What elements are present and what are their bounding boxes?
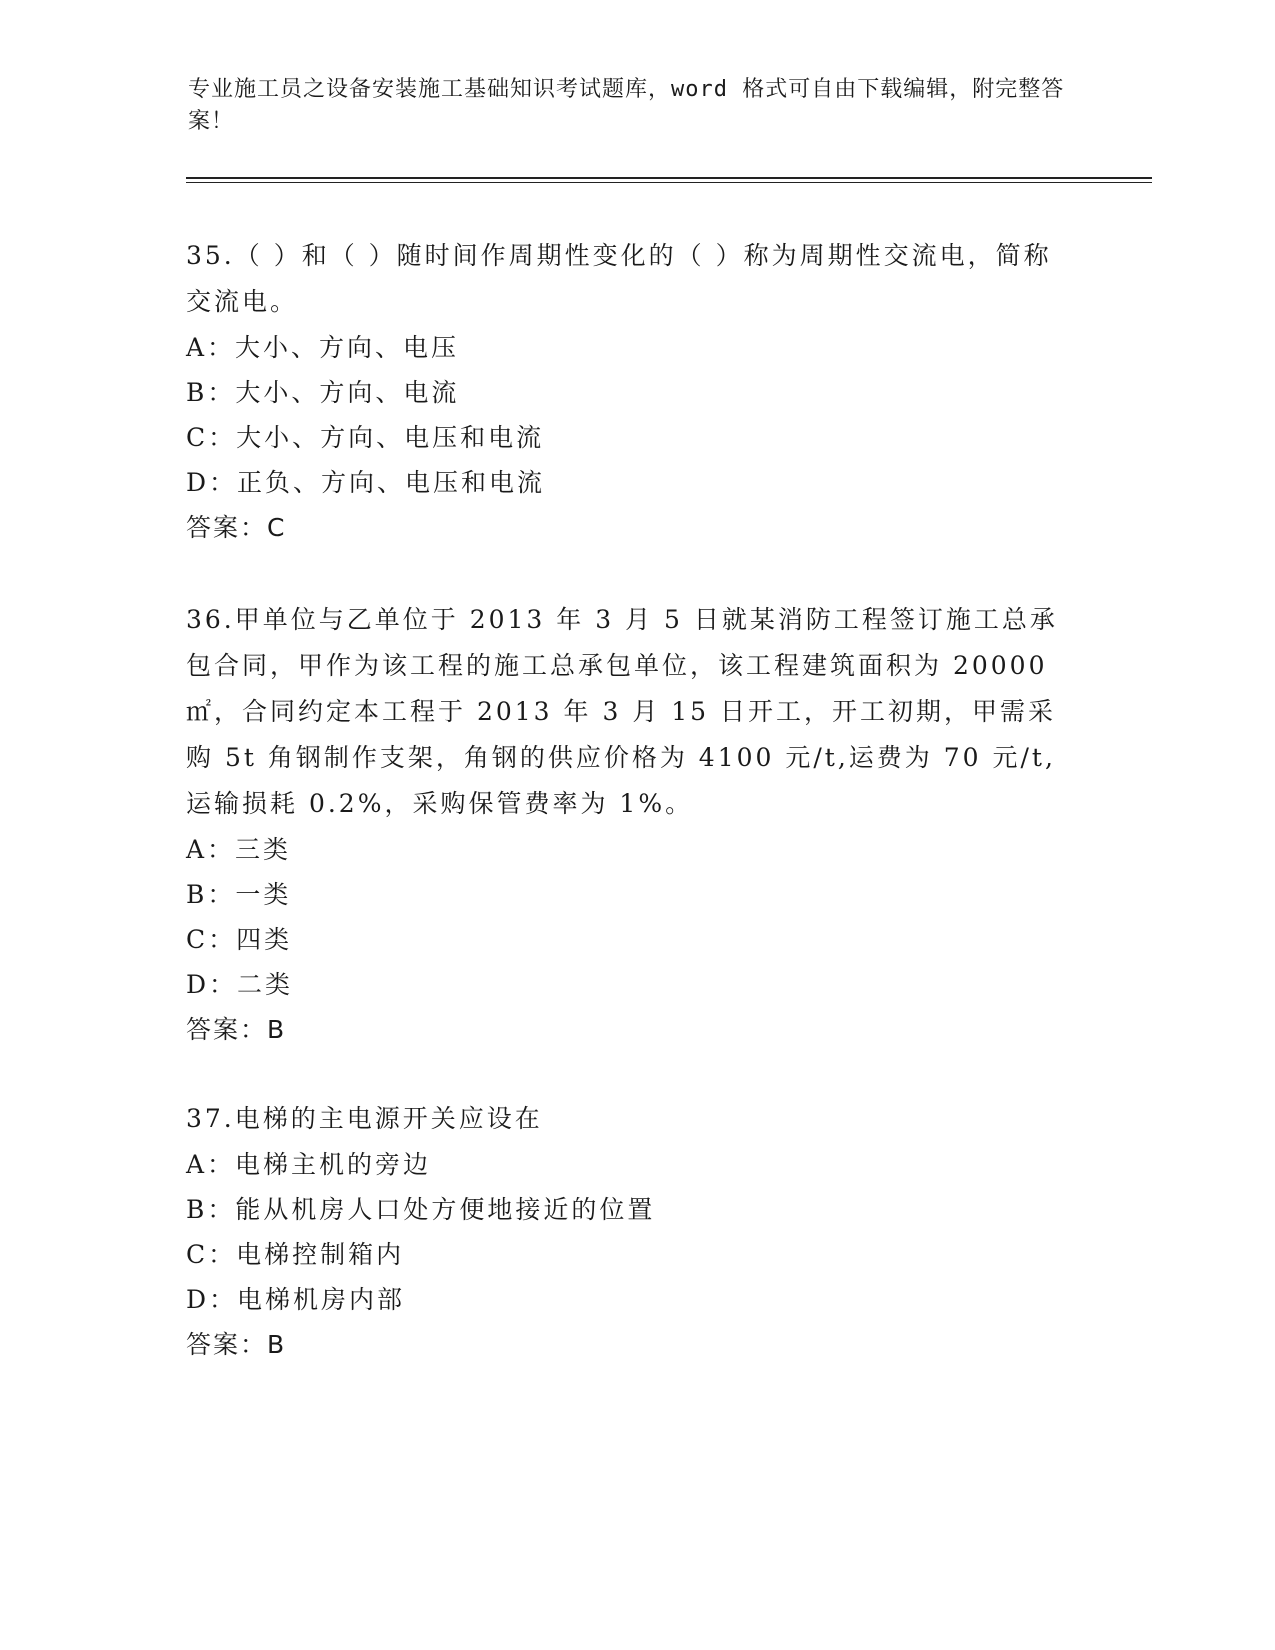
header-divider-thin	[186, 182, 1152, 183]
option-b: B：能从机房人口处方便地接近的位置	[186, 1195, 656, 1224]
question-stem: 36.甲单位与乙单位于 2013 年 3 月 5 日就某消防工程签订施工总承包合同，甲作为该工程的施工总承包单位，该工程建筑面积为 20000㎡，合同约定本工程于 2013 年 3 月 15 日开工，开工初期，甲需采购 5t 角钢制作支架，角钢的供应价格为 4100 元/t,运费为 70 元/t,运输损耗 0.2%，采购保管费率为 1%。	[186, 605, 1058, 818]
option-c: C：大小、方向、电压和电流	[186, 423, 545, 452]
option-b: B：大小、方向、电流	[186, 378, 460, 407]
document-header: 专业施工员之设备安装施工基础知识考试题库，word 格式可自由下载编辑，附完整答案！	[188, 77, 1065, 134]
option-a: A：电梯主机的旁边	[186, 1150, 432, 1179]
option-a: A：三类	[186, 835, 292, 864]
option-d: D：电梯机房内部	[186, 1285, 406, 1314]
question-stem: 35.（ ）和（ ）随时间作周期性变化的（ ）称为周期性交流电，简称交流电。	[186, 241, 1052, 316]
option-a: A：大小、方向、电压	[186, 333, 460, 362]
question-stem: 37.电梯的主电源开关应设在	[186, 1104, 543, 1133]
option-d: D：二类	[186, 970, 294, 999]
option-b: B：一类	[186, 880, 292, 909]
option-c: C：四类	[186, 925, 293, 954]
answer-line: 答案：B	[186, 1330, 287, 1359]
option-d: D：正负、方向、电压和电流	[186, 468, 546, 497]
question-37	[186, 1096, 1076, 1368]
answer-line: 答案：B	[186, 1015, 287, 1044]
header-divider-thick	[186, 177, 1152, 179]
question-35	[186, 233, 1076, 551]
question-36	[186, 597, 1076, 1053]
answer-line: 答案：C	[186, 513, 287, 542]
option-c: C：电梯控制箱内	[186, 1240, 405, 1269]
